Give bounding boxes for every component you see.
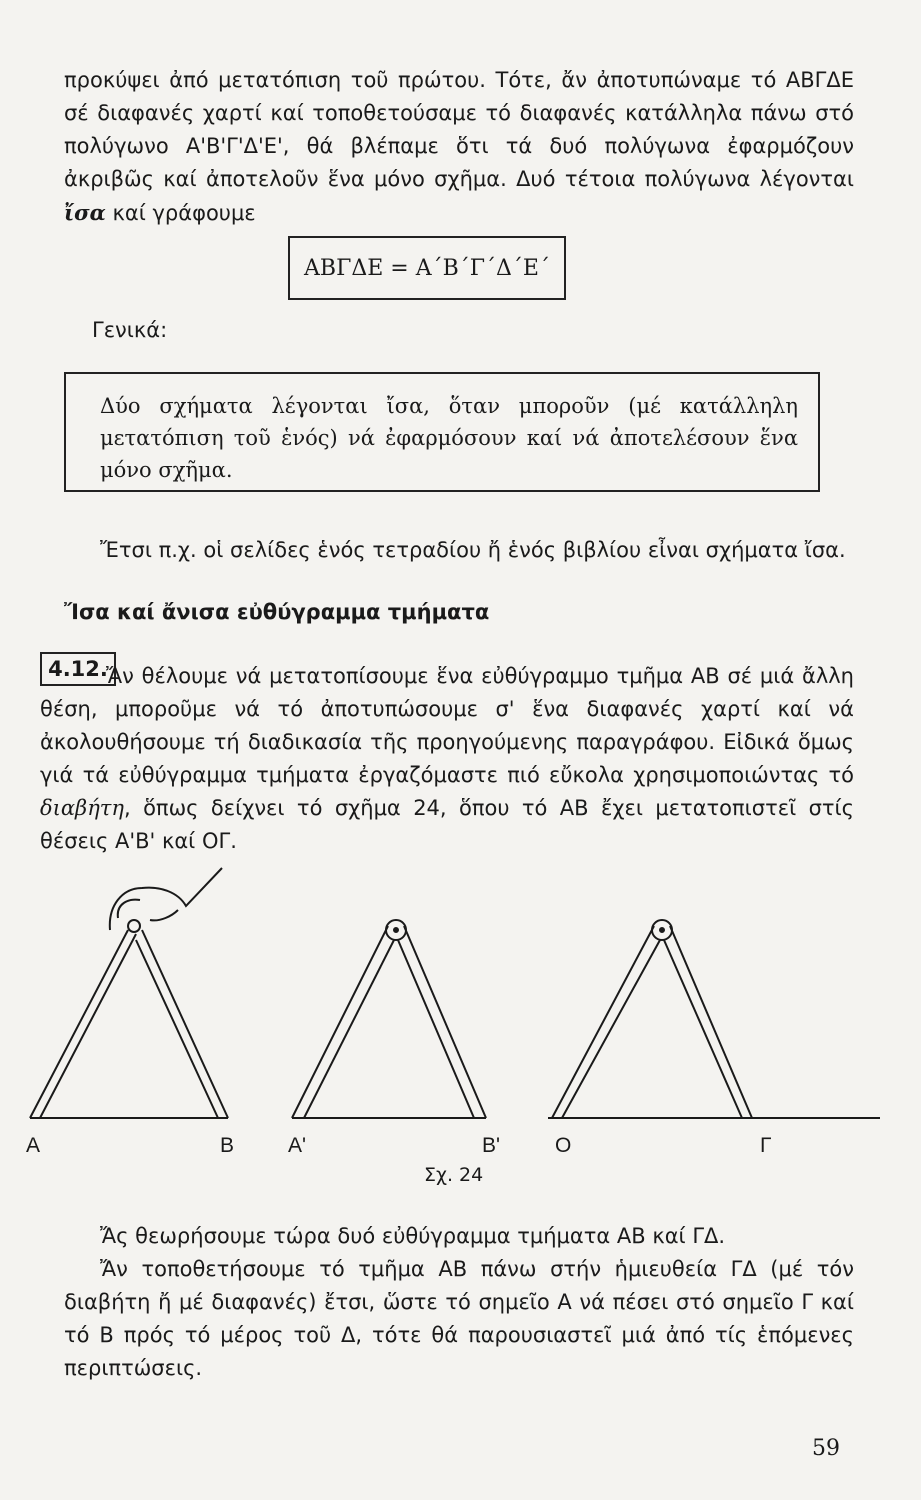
compass2-right-leg-outer — [404, 926, 486, 1118]
compass2-pivot-icon — [394, 928, 398, 932]
definition-text: Δύο σχήματα λέγονται ἴσα, ὅταν μποροῦν (μέ κατάλληλη μετατόπιση τοῦ ἑνός) νά ἐφαρμόσουν καί νά ἀποτελέσουν ἕνα μόνο σχῆμα. — [100, 394, 798, 482]
hand-icon — [110, 868, 222, 930]
example-sentence: Ἔτσι π.χ. οἱ σελίδες ἑνός τετραδίου ἤ ἑνός βιβλίου εἶναι σχήματα ἴσα. — [100, 538, 846, 562]
section-term-diavitis: διαβήτη — [40, 796, 124, 820]
compass3-left-leg-outer — [552, 926, 654, 1118]
compass2-left-leg-inner — [304, 940, 394, 1118]
compass-2 — [292, 920, 486, 1118]
section-text-1: Ἄν θέλουμε νά μετατοπίσουμε ἕνα εὐθύγραμμο τμῆμα ΑΒ σέ μιά ἄλλη θέση, μποροῦμε νά τό ἀποτυπώσουμε σ' ἕνα διαφανές χαρτί καί νά ἀκολουθήσουμε τή διαδικασία τῆς προηγούμενης παραγράφου. Εἰδικά ὅμως γιά τά εὐθύγραμμα τμήματα ἐργαζόμαστε πιό εὔκολα χρησιμοποιώντας τό — [40, 664, 854, 787]
compass2-left-leg-outer — [292, 926, 388, 1118]
section-text-2: , ὅπως δείχνει τό σχῆμα 24, ὅπου τό ΑΒ ἔχει μετατοπιστεῖ στίς θέσεις Α'Β' καί ΟΓ. — [40, 796, 854, 853]
compass3-right-leg-outer — [670, 926, 752, 1118]
page-number: 59 — [812, 1436, 840, 1461]
label-b-prime: Β' — [482, 1134, 501, 1157]
compass1-right-leg-outer — [142, 930, 228, 1118]
compass1-right-leg-inner — [136, 940, 218, 1118]
label-b: Β — [220, 1134, 235, 1157]
closing-paragraph-1: Ἄς θεωρήσουμε τώρα δυό εὐθύγραμμα τμήματα ΑΒ καί ΓΔ. — [100, 1224, 726, 1248]
equation-text: ΑΒΓΔΕ = Α΄Β΄Γ΄Δ΄Ε΄ — [304, 255, 550, 281]
label-a: Α — [26, 1134, 41, 1157]
compass3-left-leg-inner — [562, 940, 660, 1118]
intro-text-2: καί γράφουμε — [105, 201, 256, 225]
label-o: Ο — [555, 1134, 572, 1157]
section-paragraph — [40, 660, 854, 858]
label-g: Γ — [760, 1134, 772, 1157]
compass1-hinge-icon — [128, 920, 140, 932]
intro-term-isa: ἴσα — [64, 200, 106, 225]
closing-paragraph-2: Ἄν τοποθετήσουμε τό τμῆμα ΑΒ πάνω στήν ἡμιευθεία ΓΔ (μέ τόν διαβήτη ἤ μέ διαφανές) ἔτσι, ὥστε τό σημεῖο Α νά πέσει στό σημεῖο Γ καί τό Β πρός τό μέρος τοῦ Δ, τότε θά παρουσιαστεῖ μιά ἀπό τίς ἑπόμενες περιπτώσεις. — [64, 1257, 854, 1380]
compass3-pivot-icon — [660, 928, 664, 932]
section-number: 4.12. — [48, 657, 108, 681]
compass2-right-leg-inner — [398, 940, 474, 1118]
definition-box — [64, 372, 820, 492]
figure-24 — [0, 860, 921, 1160]
compass-3 — [548, 920, 880, 1118]
compass1-left-leg-inner — [40, 934, 136, 1118]
figure-caption: Σχ. 24 — [424, 1164, 484, 1186]
intro-paragraph — [64, 64, 854, 230]
compass1-left-leg-outer — [30, 930, 128, 1118]
section-title: Ἴσα καί ἄνισα εὐθύγραμμα τμήματα — [64, 600, 490, 624]
compass-with-hand — [30, 868, 228, 1118]
equation-box — [288, 236, 566, 300]
compass3-right-leg-inner — [664, 940, 742, 1118]
intro-text-1: προκύψει ἀπό μετατόπιση τοῦ πρώτου. Τότε, ἄν ἀποτυπώναμε τό ΑΒΓΔΕ σέ διαφανές χαρτί καί τοποθετούσαμε τό διαφανές κατάλληλα πάνω στό πολύγωνο Α'Β'Γ'Δ'Ε', θά βλέπαμε ὅτι τά δυό πολύγωνα ἐφαρμόζουν ἀκριβῶς καί ἀποτελοῦν ἕνα μόνο σχῆμα. Δυό τέτοια πολύγωνα λέγονται — [64, 68, 854, 191]
general-label: Γενικά: — [92, 318, 168, 342]
label-a-prime: Α' — [288, 1134, 307, 1157]
